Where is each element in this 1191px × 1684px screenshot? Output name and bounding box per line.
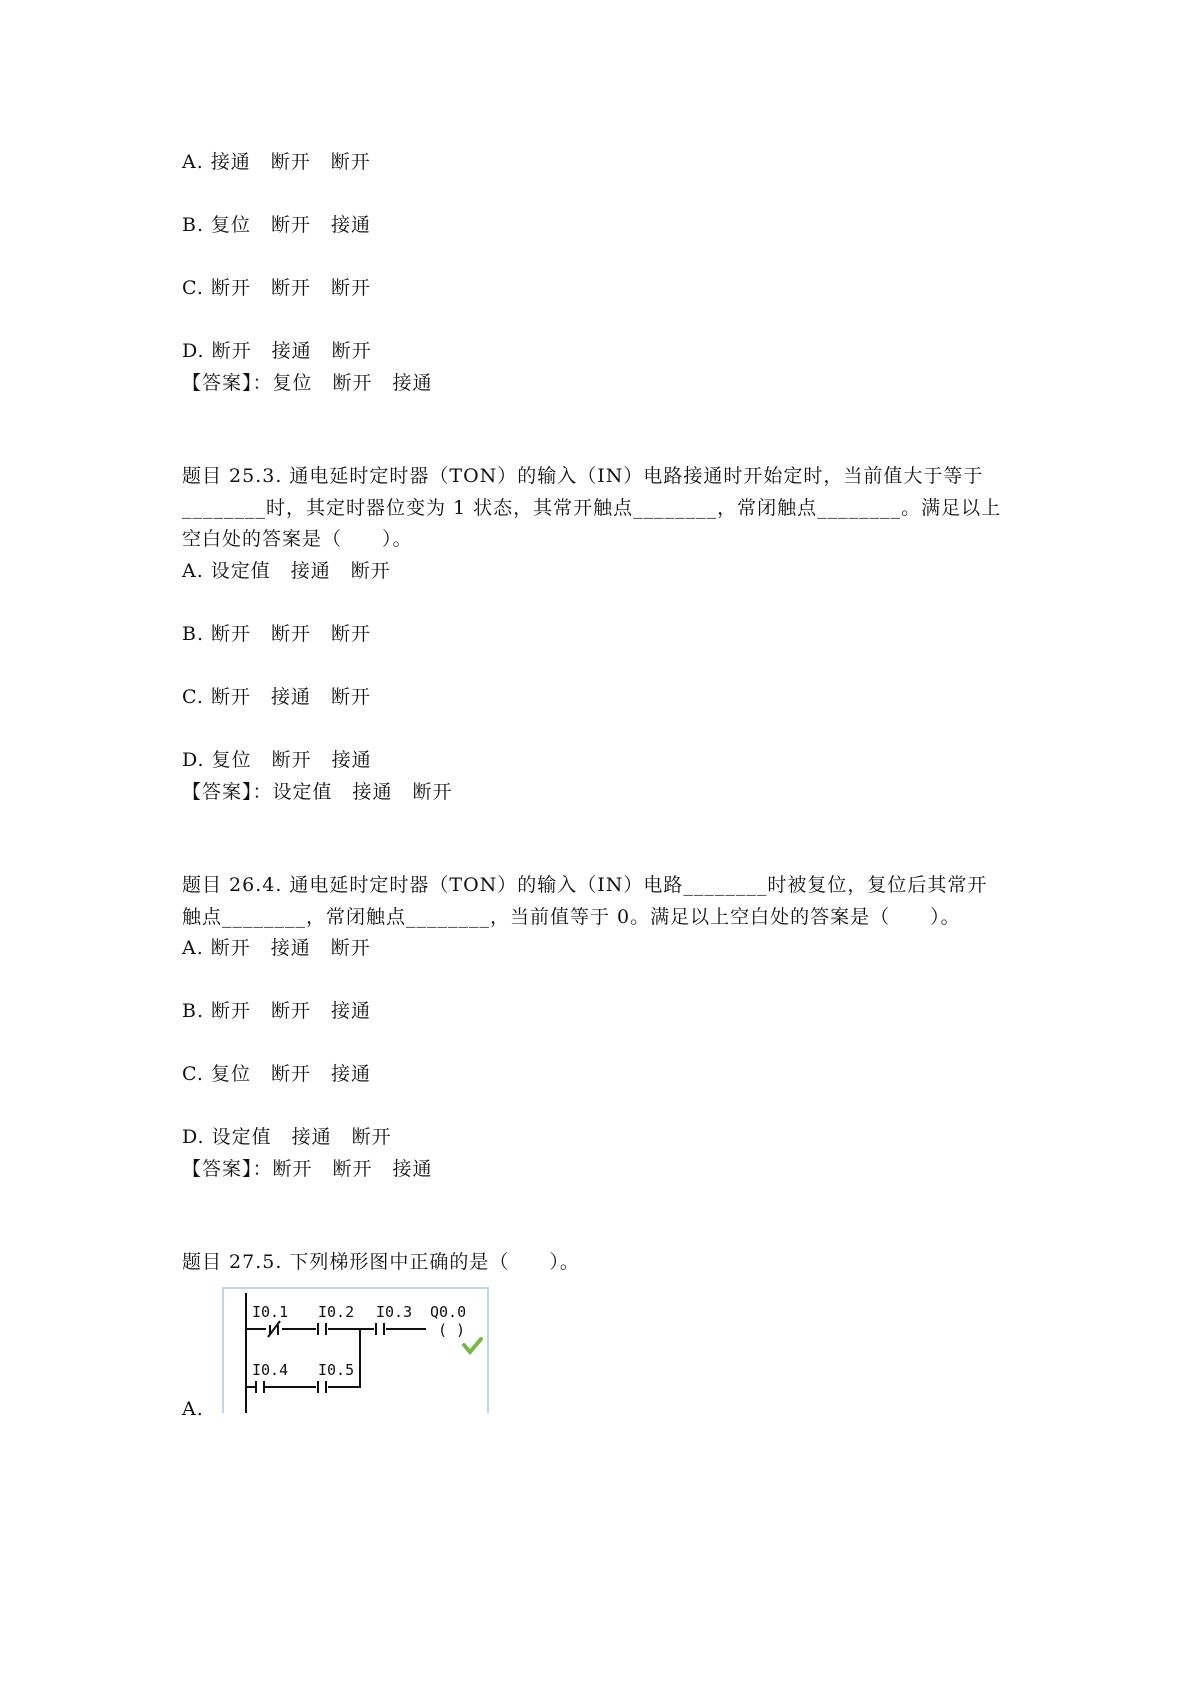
q25-stem-line1: 题目 25.3. 通电延时定时器（TON）的输入（IN）电路接通时开始定时，当前值大于等于 bbox=[182, 465, 984, 487]
label-i02: I0.2 bbox=[318, 1303, 355, 1321]
q26-stem-line1: 题目 26.4. 通电延时定时器（TON）的输入（IN）电路________时被复位，复位后其常开 bbox=[182, 874, 988, 896]
checkmark-icon bbox=[464, 1339, 481, 1352]
q25-option-b: B. 断开 断开 断开 bbox=[182, 623, 372, 645]
q26-option-d: D. 设定值 接通 断开 bbox=[182, 1126, 392, 1148]
q26-option-a: A. 断开 接通 断开 bbox=[182, 937, 371, 959]
q25-option-d: D. 复位 断开 接通 bbox=[182, 749, 372, 771]
ladder-diagram bbox=[224, 1289, 487, 1413]
q25-answer: 【答案】：设定值 接通 断开 bbox=[182, 781, 453, 803]
q27-stem: 题目 27.5. 下列梯形图中正确的是（ ）。 bbox=[182, 1251, 580, 1273]
q25-stem-line3: 空白处的答案是（ ）。 bbox=[182, 528, 413, 550]
prev-option-a: A. 接通 断开 断开 bbox=[182, 151, 371, 173]
q26-option-b: B. 断开 断开 接通 bbox=[182, 1000, 372, 1022]
label-q00: Q0.0 bbox=[430, 1303, 467, 1321]
q25-option-a: A. 设定值 接通 断开 bbox=[182, 560, 391, 582]
q26-stem-line2: 触点________，常闭触点________，当前值等于 0。满足以上空白处的答案是（ ）。 bbox=[182, 906, 961, 928]
q25-stem-line2: ________时，其定时器位变为 1 状态，其常开触点________，常闭触点________。满足以上 bbox=[182, 497, 1002, 519]
q27-option-a-label: A. bbox=[182, 1398, 204, 1420]
label-i01: I0.1 bbox=[252, 1303, 289, 1321]
prev-option-d: D. 断开 接通 断开 bbox=[182, 340, 372, 362]
label-i05: I0.5 bbox=[318, 1361, 355, 1379]
prev-option-c: C. 断开 断开 断开 bbox=[182, 277, 371, 299]
q26-answer: 【答案】：断开 断开 接通 bbox=[182, 1158, 433, 1180]
label-i03: I0.3 bbox=[376, 1303, 413, 1321]
q25-option-c: C. 断开 接通 断开 bbox=[182, 686, 371, 708]
prev-option-b: B. 复位 断开 接通 bbox=[182, 214, 372, 236]
prev-answer: 【答案】：复位 断开 接通 bbox=[182, 372, 433, 394]
label-i04: I0.4 bbox=[252, 1361, 289, 1379]
q26-option-c: C. 复位 断开 接通 bbox=[182, 1063, 371, 1085]
ladder-diagram-image bbox=[222, 1287, 489, 1413]
coil-symbol: ( ) bbox=[438, 1321, 466, 1339]
